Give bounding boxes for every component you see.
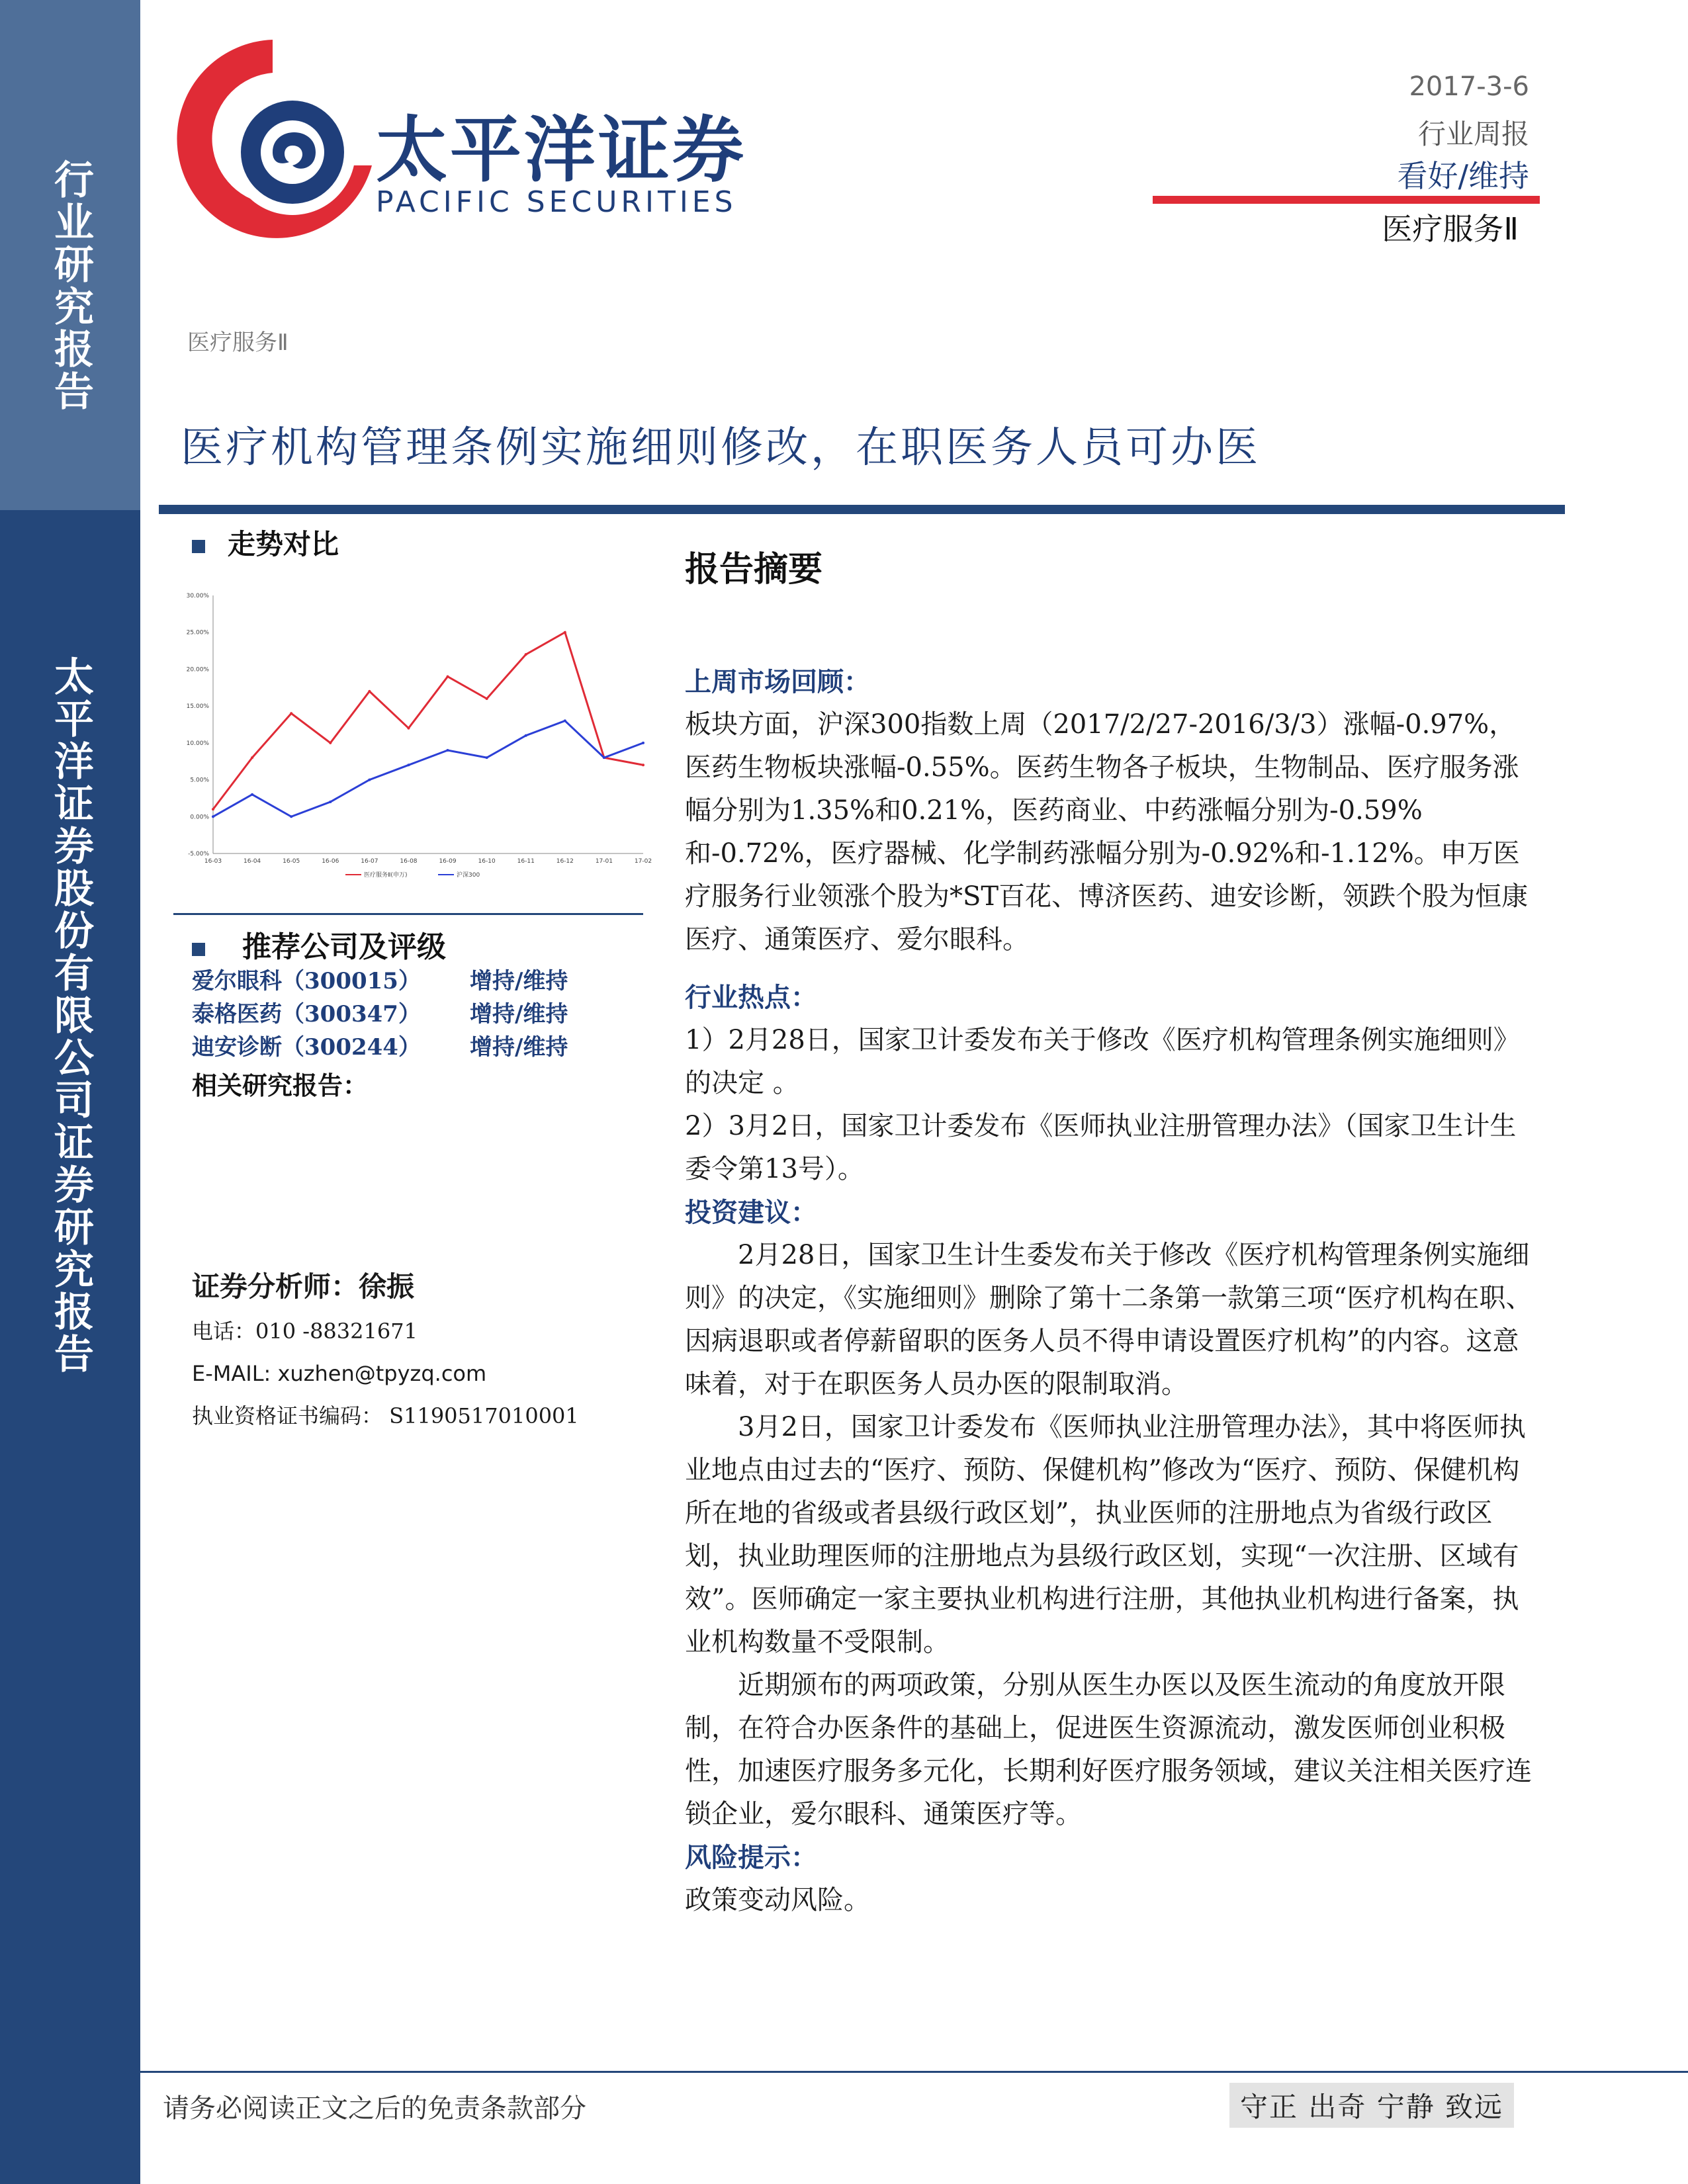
x-tick-label: 17-02 — [634, 858, 652, 865]
y-tick-label: 30.00% — [186, 593, 209, 599]
data-point — [290, 712, 292, 715]
analyst-name: 证券分析师：徐振 — [192, 1270, 415, 1303]
list-item: 迪安诊断（300244） 增持/维持 — [192, 1034, 568, 1061]
brand-name-cn: 太平洋证券 — [376, 109, 747, 192]
data-point — [407, 727, 410, 730]
x-tick-label: 16-09 — [439, 858, 457, 865]
company-logo — [173, 33, 372, 245]
header-red-rule — [1153, 196, 1540, 204]
y-tick-label: 15.00% — [186, 703, 209, 711]
market-heading: 上周市场回顾： — [685, 666, 870, 697]
footer-disclaimer: 请务必阅读正文之后的免责条款部分 — [163, 2093, 586, 2124]
data-point — [603, 756, 605, 759]
footer-rule — [140, 2071, 1688, 2073]
data-point — [212, 815, 214, 818]
y-tick-label: 25.00% — [186, 629, 209, 636]
hot-item-2: 2）3月2日，国家卫计委发布《医师执业注册管理办法》（国家卫生计生委令第13号）。 — [685, 1111, 1517, 1184]
data-point — [368, 690, 371, 693]
x-tick-label: 17-01 — [595, 858, 613, 865]
legend-label: 医疗服务Ⅱ(申万) — [364, 872, 408, 879]
invest-heading: 投资建议： — [685, 1197, 817, 1228]
y-tick-label: -5.00% — [188, 851, 209, 857]
data-point — [251, 756, 253, 759]
data-point — [486, 697, 488, 700]
left-rule — [173, 913, 643, 915]
y-tick-label: 20.00% — [186, 666, 209, 674]
invest-para-2: 3月2日，国家卫计委发布《医师执业注册管理办法》，其中将医师执业地点由过去的“医疗、预防、保健机构”修改为“医疗、预防、保健机构所在地的省级或者县级行政区划”，执业医师的注册地点为省级行政区划，执业助理医师的注册地点为县级行政区划，实现“一次注册、区域有效”。医师确定一家主要执业机构进行注册，其他执业机构进行备案，执业机构数量不受限制。 — [685, 1412, 1526, 1657]
data-point — [290, 815, 292, 818]
y-tick-label: 10.00% — [186, 740, 209, 747]
analyst-cert: 执业资格证书编码： S1190517010001 — [192, 1403, 579, 1428]
title-rule — [159, 505, 1565, 514]
data-point — [564, 719, 566, 722]
x-tick-label: 16-08 — [400, 858, 418, 865]
report-date: 2017-3-6 — [1409, 71, 1529, 102]
market-text: 板块方面，沪深300指数上周（2017/2/27-2016/3/3）涨幅-0.97%，医药生物板块涨幅-0.55%。医药生物各子板块，生物制品、医疗服务涨幅分别为1.35%和0.21%，医药商业、中药涨幅分别为-0.59%和-0.72%，医疗器械、化学制药涨幅分别为-0.92%和-1.12%。申万医疗服务行业领涨个股为*ST百花、博济医药、迪安诊断，领跌个股为恒康医疗、通策医疗、爱尔眼科。 — [685, 709, 1529, 955]
data-point — [407, 764, 410, 766]
hot-heading: 行业热点： — [685, 982, 817, 1013]
trend-heading: 走势对比 — [192, 523, 339, 562]
series-line-1 — [213, 721, 643, 816]
report-type: 行业周报 — [1417, 118, 1529, 150]
y-tick-label: 0.00% — [190, 814, 209, 821]
rating-badge: 看好/维持 — [1397, 158, 1529, 194]
data-point — [486, 756, 488, 759]
x-tick-label: 16-05 — [283, 858, 300, 865]
small-sector-label: 医疗服务Ⅱ — [187, 329, 289, 356]
series-line-0 — [213, 633, 643, 809]
data-point — [447, 676, 449, 678]
bullet-square-icon — [192, 943, 205, 956]
data-point — [447, 749, 449, 752]
data-point — [212, 808, 214, 810]
sidebar-bottom — [0, 510, 140, 2184]
data-point — [251, 793, 253, 796]
x-tick-label: 16-06 — [322, 858, 339, 865]
sidebar-bottom-label: 太平洋证券股份有限公司证券研究报告 — [48, 656, 94, 1376]
analyst-email: E-MAIL: xuzhen@tpyzq.com — [192, 1361, 487, 1386]
recommend-heading: 推荐公司及评级 — [192, 923, 446, 965]
list-item: 泰格医药（300347） 增持/维持 — [192, 1001, 568, 1027]
header-sector: 医疗服务Ⅱ — [1382, 211, 1519, 247]
recommend-list — [192, 965, 655, 1108]
analyst-block — [192, 1264, 655, 1437]
x-tick-label: 16-07 — [361, 858, 378, 865]
analyst-phone: 电话：010 -88321671 — [192, 1319, 418, 1344]
risk-heading: 风险提示： — [685, 1842, 817, 1873]
x-tick-label: 16-04 — [244, 858, 261, 865]
bullet-square-icon — [192, 540, 205, 553]
x-tick-label: 16-03 — [204, 858, 222, 865]
page-title: 医疗机构管理条例实施细则修改，在职医务人员可办医 — [181, 423, 1261, 472]
legend-label: 沪深300 — [457, 872, 480, 879]
y-tick-label: 5.00% — [190, 777, 209, 784]
summary-body — [685, 660, 1535, 1922]
invest-para-3: 近期颁布的两项政策，分别从医生办医以及医生流动的角度放开限制，在符合办医条件的基础上，促进医生资源流动，激发医师创业积极性，加速医疗服务多元化，长期利好医疗服务领域，建议关注相关医疗连锁企业，爱尔眼科、通策医疗等。 — [685, 1670, 1532, 1829]
list-item: 爱尔眼科（300015） 增持/维持 — [192, 968, 568, 994]
sidebar-top-label: 行业研究报告 — [48, 159, 94, 413]
invest-para-1: 2月28日，国家卫生计生委发布关于修改《医疗机构管理条例实施细则》的决定，《实施细则》删除了第十二条第一款第三项“医疗机构在职、因病退职或者停薪留职的医务人员不得申请设置医疗机构”的内容。这意味着，对于在职医务人员办医的限制取消。 — [685, 1240, 1533, 1399]
data-point — [525, 653, 527, 656]
x-tick-label: 16-12 — [556, 858, 574, 865]
data-point — [329, 742, 332, 744]
data-point — [564, 631, 566, 634]
data-point — [329, 801, 332, 803]
footer-motto: 守正 出奇 宁静 致远 — [1229, 2083, 1514, 2128]
sidebar-top — [0, 0, 140, 510]
trend-chart — [173, 582, 650, 900]
x-tick-label: 16-10 — [478, 858, 496, 865]
hot-item-1: 1）2月28日，国家卫计委发布关于修改《医疗机构管理条例实施细则》的决定 。 — [685, 1025, 1520, 1098]
risk-text: 政策变动风险。 — [685, 1885, 870, 1915]
brand-name-en: PACIFIC SECURITIES — [376, 185, 737, 219]
data-point — [368, 779, 371, 781]
data-point — [642, 742, 644, 744]
x-tick-label: 16-11 — [517, 858, 535, 865]
data-point — [525, 734, 527, 737]
data-point — [642, 764, 644, 766]
related-reports-heading: 相关研究报告： — [192, 1070, 369, 1100]
logo-icon — [173, 33, 372, 245]
summary-heading: 报告摘要 — [685, 549, 823, 590]
